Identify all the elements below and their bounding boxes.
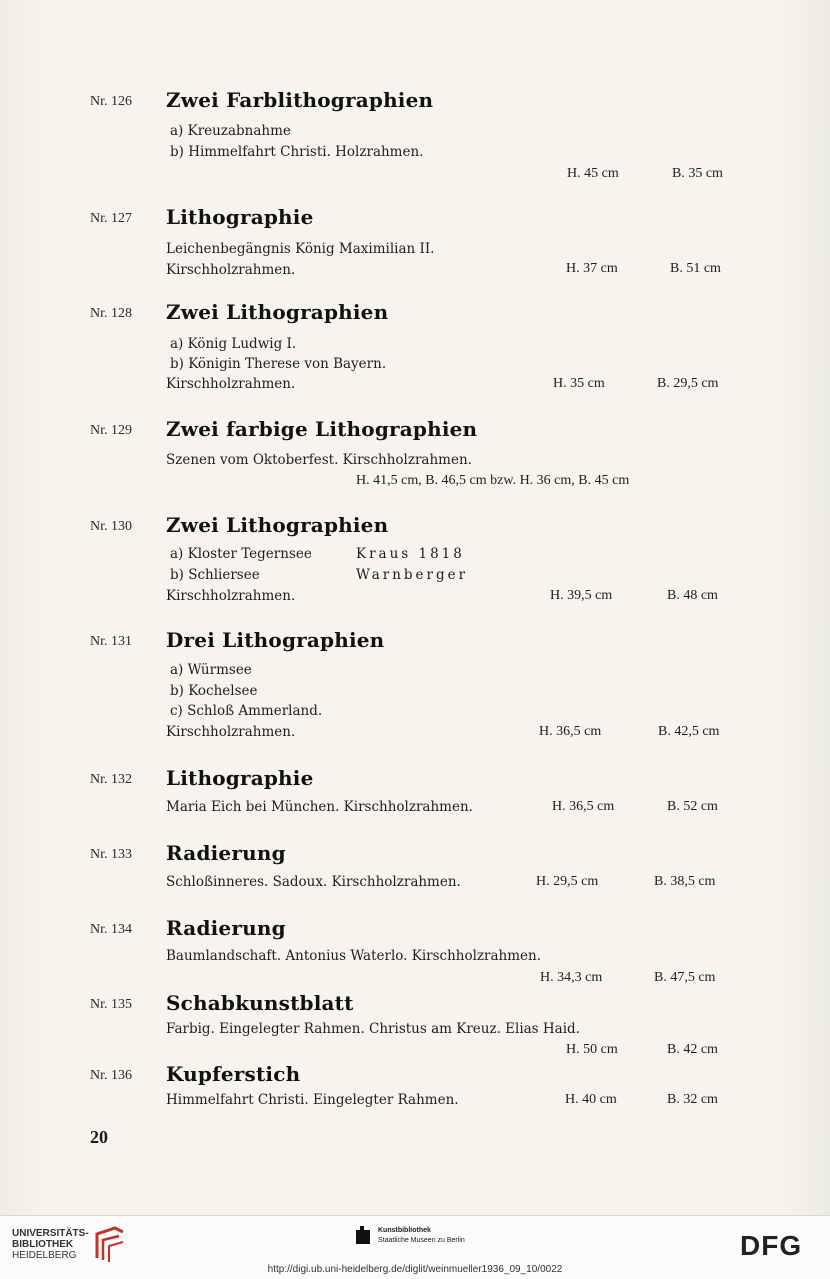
- entry-line: Baumlandschaft. Antonius Waterlo. Kirschholzrahmen.: [166, 948, 542, 964]
- entry-title: Drei Lithographien: [166, 628, 385, 652]
- entry-line: Kirschholzrahmen.: [166, 724, 296, 740]
- entry-number: Nr. 133: [90, 847, 132, 862]
- entry-height: H. 50 cm: [566, 1042, 618, 1057]
- entry-height: H. 35 cm: [553, 376, 605, 391]
- entry-line: Kirschholzrahmen.: [166, 262, 296, 278]
- entry-number: Nr. 134: [90, 922, 132, 937]
- entry-line: a) Kloster Tegernsee: [170, 546, 312, 562]
- entry-line: Kirschholzrahmen.: [166, 588, 296, 604]
- entry-number: Nr. 129: [90, 423, 132, 438]
- entry-line: Farbig. Eingelegter Rahmen. Christus am Kreuz. Elias Haid.: [166, 1021, 580, 1037]
- kunstbibliothek-subtitle: Staatliche Museen zu Berlin: [378, 1237, 465, 1244]
- university-library-logo[interactable]: [12, 1224, 127, 1264]
- entry-line: a) Kreuzabnahme: [170, 123, 291, 139]
- entry-title: Zwei farbige Lithographien: [166, 417, 478, 441]
- entry-line: b) Königin Therese von Bayern.: [170, 356, 387, 372]
- kunstbibliothek-name: Kunstbibliothek: [378, 1227, 431, 1234]
- entry-height: H. 34,3 cm: [540, 970, 603, 985]
- entry-line: b) Himmelfahrt Christi. Holzrahmen.: [170, 144, 424, 160]
- entry-title: Radierung: [166, 916, 286, 940]
- kunstbibliothek-logo[interactable]: [356, 1226, 465, 1246]
- entry-height: H. 40 cm: [565, 1092, 617, 1107]
- university-name-line: UNIVERSITÄTS-: [12, 1227, 89, 1239]
- entry-width: B. 32 cm: [667, 1092, 718, 1107]
- entry-height: H. 36,5 cm: [552, 799, 615, 814]
- entry-width: B. 48 cm: [667, 588, 718, 603]
- entry-title: Radierung: [166, 841, 286, 865]
- entry-number: Nr. 128: [90, 306, 132, 321]
- entry-title: Schabkunstblatt: [166, 991, 354, 1015]
- entry-width: B. 42 cm: [667, 1042, 718, 1057]
- university-name-line: BIBLIOTHEK: [12, 1238, 74, 1250]
- entry-number: Nr. 130: [90, 519, 132, 534]
- document-url[interactable]: http://digi.ub.uni-heidelberg.de/diglit/weinmueller1936_09_10/0022: [267, 1264, 563, 1275]
- entry-width: B. 29,5 cm: [657, 376, 719, 391]
- entry-number: Nr. 127: [90, 211, 132, 226]
- entry-line: b) Schliersee: [170, 567, 260, 583]
- entry-number: Nr. 126: [90, 94, 132, 109]
- entry-width: B. 52 cm: [667, 799, 718, 814]
- entry-line: Kirschholzrahmen.: [166, 376, 296, 392]
- entry-title: Lithographie: [166, 205, 314, 229]
- entry-line: a) Würmsee: [170, 662, 252, 678]
- footer-bar: [0, 1215, 830, 1279]
- entry-line: Schloßinneres. Sadoux. Kirschholzrahmen.: [166, 874, 461, 890]
- entry-artist: Kraus 1818: [356, 546, 465, 562]
- entry-width: B. 35 cm: [672, 166, 723, 181]
- entry-line: Himmelfahrt Christi. Eingelegter Rahmen.: [166, 1092, 459, 1108]
- entry-width: B. 42,5 cm: [658, 724, 720, 739]
- university-name-line: HEIDELBERG: [12, 1249, 77, 1261]
- entry-number: Nr. 131: [90, 634, 132, 649]
- entry-height: H. 45 cm: [567, 166, 619, 181]
- entry-height: H. 37 cm: [566, 261, 618, 276]
- entry-title: Zwei Farblithographien: [166, 88, 434, 112]
- entry-line: c) Schloß Ammerland.: [170, 703, 323, 719]
- entry-width: B. 51 cm: [670, 261, 721, 276]
- entry-title: Kupferstich: [166, 1062, 301, 1086]
- entry-width: B. 47,5 cm: [654, 970, 716, 985]
- entry-line: Leichenbegängnis König Maximilian II.: [166, 241, 435, 257]
- kunstbibliothek-emblem-icon: [356, 1226, 372, 1246]
- entry-width: B. 38,5 cm: [654, 874, 716, 889]
- entry-height: H. 36,5 cm: [539, 724, 602, 739]
- entry-title: Lithographie: [166, 766, 314, 790]
- entry-number: Nr. 135: [90, 997, 132, 1012]
- entry-height: H. 39,5 cm: [550, 588, 613, 603]
- entry-line: Szenen vom Oktoberfest. Kirschholzrahmen.: [166, 452, 472, 468]
- university-seal-icon: [93, 1224, 127, 1264]
- entry-title: Zwei Lithographien: [166, 513, 389, 537]
- entry-dimensions: H. 41,5 cm, B. 46,5 cm bzw. H. 36 cm, B. 45 cm: [356, 473, 630, 488]
- entry-height: H. 29,5 cm: [536, 874, 599, 889]
- entry-artist: Warnberger: [356, 567, 469, 583]
- dfg-logo[interactable]: DFG: [740, 1230, 803, 1261]
- entry-number: Nr. 136: [90, 1068, 132, 1083]
- entry-title: Zwei Lithographien: [166, 300, 389, 324]
- entry-number: Nr. 132: [90, 772, 132, 787]
- entry-line: Maria Eich bei München. Kirschholzrahmen.: [166, 799, 473, 815]
- page-number: 20: [90, 1127, 108, 1147]
- entry-line: b) Kochelsee: [170, 683, 258, 699]
- entry-line: a) König Ludwig I.: [170, 336, 297, 352]
